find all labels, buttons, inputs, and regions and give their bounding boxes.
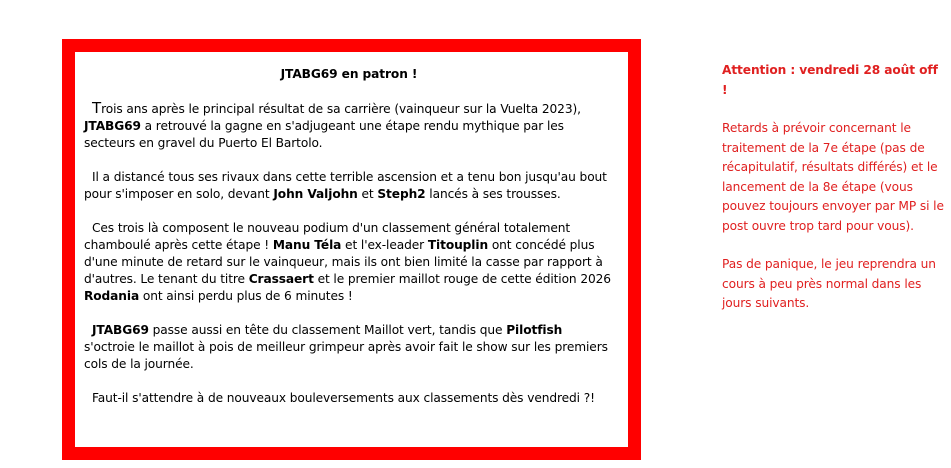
- delay-notice: Retards à prévoir concernant le traitement de la 7e étape (pas de récapitulatif, résultats différés) et le lancement de la 8e étape (vous pouvez toujours envoyer par MP si le post ouvre trop tard pour vous).: [722, 121, 944, 233]
- paragraph-1-text-1: rois ans après le principal résultat de sa carrière (vainqueur sur la Vuelta 2023),: [101, 102, 581, 116]
- paragraph-3-text-3: ont concédé plus d'une minute de retard sur le vainqueur, mais ils ont bien limité la casse par rapport à d'autres. Le tenant du titre: [84, 238, 603, 286]
- warning-notice: Attention : vendredi 28 août off !: [722, 63, 938, 97]
- paragraph-2-text-2: et: [357, 187, 378, 201]
- paragraph-3-text-2: et l'ex-leader: [341, 238, 428, 252]
- paragraph-4: [84, 322, 614, 373]
- paragraph-2-text-3: lancés à ses trousses.: [425, 187, 561, 201]
- paragraph-3: [84, 220, 614, 305]
- paragraph-3-text-1: Ces trois là composent le nouveau podium d'un classement général totalement chamboulé après cette étape !: [84, 221, 571, 252]
- rider-name: John Valjohn: [273, 187, 358, 201]
- article-body: [84, 66, 614, 424]
- paragraph-4-text-2: s'octroie le maillot à pois de meilleur grimpeur après avoir fait le show sur les premiers cols de la journée.: [84, 340, 608, 371]
- drop-cap: T: [92, 99, 102, 117]
- paragraph-3-text-4: et le premier maillot rouge de cette édition 2026: [313, 272, 611, 286]
- paragraph-5: [84, 390, 614, 407]
- rider-name: Rodania: [84, 289, 140, 303]
- paragraph-4-text-1: passe aussi en tête du classement Maillot vert, tandis que: [148, 323, 507, 337]
- rider-name: Manu Téla: [272, 238, 342, 252]
- rider-name: Pilotfish: [506, 323, 563, 337]
- side-note: [722, 61, 944, 333]
- paragraph-1-text-2: a retrouvé la gagne en s'adjugeant une étape rendu mythique par les secteurs en gravel du Puerto El Bartolo.: [84, 119, 564, 150]
- article-box: [75, 52, 628, 447]
- article-frame: [62, 39, 641, 460]
- paragraph-3-text-5: ont ainsi perdu plus de 6 minutes !: [139, 289, 353, 303]
- article-title: JTABG69 en patron !: [280, 67, 418, 81]
- rider-name: JTABG69: [84, 119, 141, 133]
- reassure-notice: Pas de panique, le jeu reprendra un cours à peu près normal dans les jours suivants.: [722, 257, 936, 310]
- rider-name: Crassaert: [248, 272, 314, 286]
- paragraph-1: [84, 100, 614, 152]
- paragraph-2: [84, 169, 614, 203]
- paragraph-2-text-1: Il a distancé tous ses rivaux dans cette terrible ascension et a tenu bon jusqu'au bout pour s'imposer en solo, devant: [84, 170, 607, 201]
- rider-name: JTABG69: [92, 323, 149, 337]
- rider-name: Steph2: [377, 187, 426, 201]
- paragraph-5-text-1: Faut-il s'attendre à de nouveaux bouleversements aux classements dès vendredi ?!: [92, 391, 595, 405]
- rider-name: Titouplin: [427, 238, 489, 252]
